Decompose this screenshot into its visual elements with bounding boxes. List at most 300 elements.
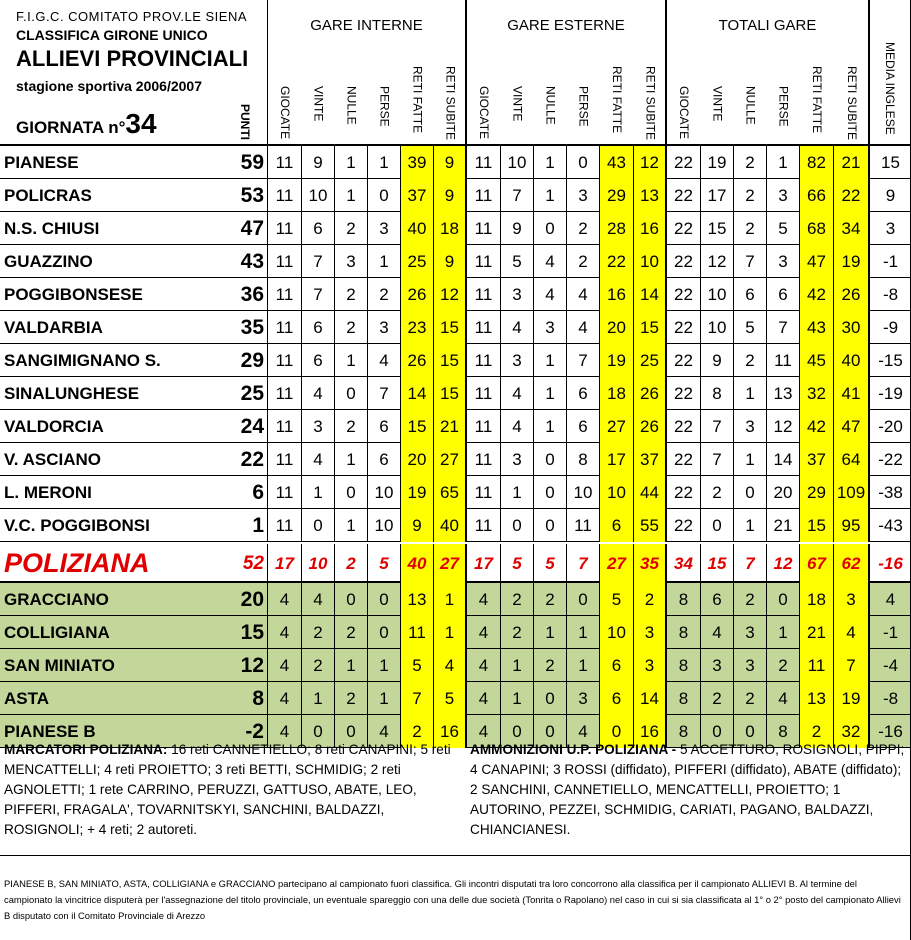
- team-name: POGGIBONSESE: [4, 285, 143, 304]
- stat-cell: 0: [567, 146, 600, 179]
- stat-cell: 2: [567, 212, 600, 245]
- stat-cell: 0: [501, 509, 534, 542]
- table-row: [0, 410, 911, 443]
- stat-cell: 22: [667, 278, 701, 311]
- stat-cell: 15: [434, 311, 467, 344]
- stat-cell: 3: [634, 649, 667, 682]
- stat-cell: 26: [634, 377, 667, 410]
- stat-cell: 7: [401, 682, 434, 715]
- stat-cell: 22: [667, 509, 701, 542]
- stat-cell: 37: [800, 443, 834, 476]
- stat-cell: 5: [434, 682, 467, 715]
- stat-cell: 0: [302, 509, 335, 542]
- stat-cell: 6: [302, 311, 335, 344]
- team-name: POLICRAS: [4, 186, 92, 205]
- stat-cell: 5: [734, 311, 767, 344]
- team-points: 12: [236, 649, 268, 682]
- stat-cell: 8: [667, 616, 701, 649]
- stat-cell: 0: [368, 583, 401, 616]
- media-inglese-value: -22: [878, 450, 903, 469]
- stat-cell: 41: [834, 377, 870, 410]
- stat-cell: 15: [701, 544, 734, 583]
- stat-cell: 1: [734, 377, 767, 410]
- stat-cell: 2: [335, 212, 368, 245]
- media-inglese-value: -20: [878, 417, 903, 436]
- stat-cell: 2: [534, 649, 567, 682]
- stat-cell: 2: [501, 616, 534, 649]
- stat-cell: 11: [467, 509, 501, 542]
- team-points: 8: [236, 682, 268, 715]
- stat-cell: 22: [600, 245, 634, 278]
- stat-cell: 0: [567, 583, 600, 616]
- subcolumn-header: GIOCATE: [278, 86, 292, 140]
- stat-cell: 65: [434, 476, 467, 509]
- stat-cell: 20: [600, 311, 634, 344]
- stat-cell: 4: [501, 410, 534, 443]
- stat-cell: 9: [434, 146, 467, 179]
- stat-cell: 1: [534, 146, 567, 179]
- group-title: GARE INTERNE: [310, 17, 423, 34]
- media-inglese-value: -43: [878, 516, 903, 535]
- stat-cell: 17: [600, 443, 634, 476]
- group-title: GARE ESTERNE: [507, 17, 625, 34]
- stat-cell: 1: [501, 649, 534, 682]
- stat-cell: 25: [634, 344, 667, 377]
- media-inglese-value: -16: [878, 554, 903, 573]
- stat-cell: 4: [534, 278, 567, 311]
- table-row: [0, 245, 911, 278]
- stat-cell: 14: [767, 443, 800, 476]
- stat-cell: 0: [335, 715, 368, 748]
- stat-cell: 10: [567, 476, 600, 509]
- ammonizioni-label: AMMONIZIONI U.P. POLIZIANA -: [470, 742, 677, 757]
- media-inglese-value: -19: [878, 384, 903, 403]
- stat-cell: 17: [268, 544, 302, 583]
- stat-cell: 15: [434, 377, 467, 410]
- stat-cell: 2: [701, 476, 734, 509]
- team-name: PIANESE B: [4, 722, 96, 741]
- stat-cell: 5: [600, 583, 634, 616]
- stat-cell: 2: [734, 179, 767, 212]
- stat-cell: 13: [634, 179, 667, 212]
- marcatori-section: [4, 740, 464, 840]
- stat-cell: 1: [567, 649, 600, 682]
- stat-cell: 0: [534, 715, 567, 748]
- team-name: VALDORCIA: [4, 417, 104, 436]
- stat-cell: 4: [302, 583, 335, 616]
- stat-cell: 11: [467, 410, 501, 443]
- stat-cell: 3: [767, 245, 800, 278]
- stat-cell: 3: [335, 245, 368, 278]
- stat-cell: 6: [701, 583, 734, 616]
- stat-cell: 2: [368, 278, 401, 311]
- stat-cell: 1: [335, 649, 368, 682]
- stat-cell: 22: [667, 212, 701, 245]
- stat-cell: 26: [401, 344, 434, 377]
- table-row: [0, 509, 911, 542]
- stat-cell: 0: [501, 715, 534, 748]
- team-name: PIANESE: [4, 153, 79, 172]
- stat-cell: 6: [567, 410, 600, 443]
- subcolumn-header: RETI SUBITE: [845, 66, 859, 141]
- stat-cell: 2: [734, 212, 767, 245]
- stat-cell: 8: [667, 682, 701, 715]
- stat-cell: 0: [534, 443, 567, 476]
- stat-cell: 19: [834, 682, 870, 715]
- media-inglese-value: -8: [882, 689, 899, 708]
- stat-cell: 11: [268, 443, 302, 476]
- stat-cell: 4: [467, 682, 501, 715]
- stat-cell: 0: [335, 583, 368, 616]
- media-inglese-value: -15: [878, 351, 903, 370]
- stat-cell: 15: [401, 410, 434, 443]
- subcolumn-header: RETI SUBITE: [643, 66, 658, 141]
- stat-cell: 44: [634, 476, 667, 509]
- classification-label: CLASSIFICA GIRONE UNICO: [16, 27, 208, 43]
- stat-cell: 29: [800, 476, 834, 509]
- stat-cell: 12: [434, 278, 467, 311]
- stat-cell: 11: [467, 245, 501, 278]
- ammonizioni-section: [470, 740, 906, 840]
- stat-cell: 7: [567, 544, 600, 583]
- stat-cell: 4: [567, 278, 600, 311]
- stat-cell: 2: [335, 616, 368, 649]
- stat-cell: 1: [501, 476, 534, 509]
- stat-cell: 14: [634, 278, 667, 311]
- stat-cell: 15: [800, 509, 834, 542]
- stat-cell: 9: [701, 344, 734, 377]
- table-row: [0, 377, 911, 410]
- stat-cell: 5: [368, 544, 401, 583]
- team-points: 22: [236, 443, 268, 476]
- stat-cell: 2: [501, 583, 534, 616]
- subcolumn-header: VINTE: [510, 86, 525, 122]
- team-name: SINALUNGHESE: [4, 384, 140, 403]
- stat-cell: 43: [600, 146, 634, 179]
- stat-cell: 1: [335, 344, 368, 377]
- team-name: GUAZZINO: [4, 252, 93, 271]
- stat-cell: 8: [701, 377, 734, 410]
- stat-cell: 7: [834, 649, 870, 682]
- media-inglese-value: 9: [885, 186, 896, 205]
- team-points: 43: [236, 245, 268, 278]
- stat-cell: 1: [335, 509, 368, 542]
- stat-cell: 4: [567, 311, 600, 344]
- stat-cell: 42: [800, 410, 834, 443]
- stat-cell: 2: [767, 649, 800, 682]
- group-title: TOTALI GARE: [718, 17, 817, 34]
- stat-cell: 9: [302, 146, 335, 179]
- stat-cell: 16: [600, 278, 634, 311]
- stat-cell: 4: [701, 616, 734, 649]
- stat-cell: 22: [667, 311, 701, 344]
- stat-cell: 2: [734, 146, 767, 179]
- stat-cell: 7: [302, 278, 335, 311]
- stat-cell: 4: [467, 715, 501, 748]
- stat-cell: 0: [302, 715, 335, 748]
- stat-cell: 2: [734, 682, 767, 715]
- stat-cell: 12: [701, 245, 734, 278]
- stat-cell: 9: [434, 179, 467, 212]
- stat-cell: 35: [634, 544, 667, 583]
- stat-cell: 14: [401, 377, 434, 410]
- stat-cell: 11: [800, 649, 834, 682]
- stat-cell: 32: [834, 715, 870, 748]
- team-name: POLIZIANA: [4, 548, 150, 578]
- team-name: VALDARBIA: [4, 318, 103, 337]
- subcolumn-header: PERSE: [776, 86, 791, 127]
- stat-cell: 10: [701, 278, 734, 311]
- stat-cell: 42: [800, 278, 834, 311]
- stat-cell: 4: [368, 715, 401, 748]
- stat-cell: 4: [268, 682, 302, 715]
- stat-cell: 40: [434, 509, 467, 542]
- stat-cell: 39: [401, 146, 434, 179]
- stat-cell: 11: [467, 311, 501, 344]
- stat-cell: 1: [734, 509, 767, 542]
- footnote: PIANESE B, SAN MINIATO, ASTA, COLLIGIANA e GRACCIANO partecipano al campionato fuori classifica. Gli incontri disputati tra loro concorrono alla classifica per il campionato ALLIEVI B. Al termine del campionato la vincitrice disputerà per l'assegnazione del titolo provinciale, un eventuale spareggio con una delle due società (Tonrita o Rapolano) nel caso in cui si sia classificata al 1° o 2° posto del campionato Allievi B disputato con il Comitato Provinciale di Arezzo: [4, 878, 901, 921]
- stat-cell: 3: [767, 179, 800, 212]
- stat-cell: 1: [368, 649, 401, 682]
- stat-cell: 7: [734, 245, 767, 278]
- stat-cell: 4: [534, 245, 567, 278]
- media-inglese-value: -9: [882, 318, 899, 337]
- stat-cell: 2: [567, 245, 600, 278]
- team-points: 35: [236, 311, 268, 344]
- stat-cell: 37: [634, 443, 667, 476]
- stat-cell: 1: [368, 245, 401, 278]
- stat-cell: 1: [434, 583, 467, 616]
- stat-cell: 3: [734, 649, 767, 682]
- stat-cell: 11: [467, 377, 501, 410]
- team-points: -2: [236, 715, 268, 748]
- subcolumn-header: PERSE: [576, 86, 591, 127]
- stat-cell: 27: [600, 410, 634, 443]
- stat-cell: 4: [302, 377, 335, 410]
- stat-cell: 1: [567, 616, 600, 649]
- stat-cell: 0: [767, 583, 800, 616]
- stat-cell: 3: [734, 410, 767, 443]
- stat-cell: 21: [800, 616, 834, 649]
- stat-cell: 34: [834, 212, 870, 245]
- stat-cell: 7: [701, 410, 734, 443]
- stat-cell: 22: [667, 179, 701, 212]
- season-label: stagione sportiva 2006/2007: [16, 78, 202, 94]
- stat-cell: 2: [335, 682, 368, 715]
- stat-cell: 10: [368, 509, 401, 542]
- stat-cell: 26: [634, 410, 667, 443]
- stat-cell: 10: [701, 311, 734, 344]
- stat-cell: 1: [335, 146, 368, 179]
- stat-cell: 5: [501, 544, 534, 583]
- stat-cell: 45: [800, 344, 834, 377]
- subcolumn-header: NULLE: [543, 86, 558, 125]
- stat-cell: 34: [667, 544, 701, 583]
- stat-cell: 6: [567, 377, 600, 410]
- stat-cell: 7: [767, 311, 800, 344]
- stat-cell: 4: [767, 682, 800, 715]
- stat-cell: 4: [467, 616, 501, 649]
- table-row: [0, 443, 911, 476]
- stat-cell: 5: [534, 544, 567, 583]
- stat-cell: 11: [268, 146, 302, 179]
- stat-cell: 6: [600, 509, 634, 542]
- stat-cell: 11: [268, 179, 302, 212]
- stat-cell: 22: [667, 146, 701, 179]
- media-inglese-value: -8: [882, 285, 899, 304]
- footer-divider: [0, 855, 911, 856]
- subcolumn-header: GIOCATE: [677, 86, 691, 140]
- stat-cell: 6: [368, 443, 401, 476]
- stat-cell: 1: [368, 682, 401, 715]
- stat-cell: 25: [401, 245, 434, 278]
- stat-cell: 67: [800, 544, 834, 583]
- stat-cell: 0: [534, 682, 567, 715]
- stat-cell: 29: [600, 179, 634, 212]
- media-inglese-value: -1: [882, 252, 899, 271]
- header-block: [0, 0, 268, 146]
- stat-cell: 0: [701, 715, 734, 748]
- stat-cell: 2: [335, 311, 368, 344]
- stat-cell: 2: [734, 583, 767, 616]
- media-inglese-value: 15: [881, 153, 900, 172]
- stat-cell: 0: [335, 476, 368, 509]
- stat-cell: 0: [701, 509, 734, 542]
- stat-cell: 8: [667, 583, 701, 616]
- stat-cell: 6: [368, 410, 401, 443]
- table-row: [0, 544, 911, 583]
- stat-cell: 4: [501, 377, 534, 410]
- stat-cell: 55: [634, 509, 667, 542]
- stat-cell: 1: [767, 146, 800, 179]
- stat-cell: 43: [800, 311, 834, 344]
- stat-cell: 7: [701, 443, 734, 476]
- stat-cell: 1: [302, 682, 335, 715]
- stat-cell: 12: [767, 544, 800, 583]
- stat-cell: 3: [701, 649, 734, 682]
- stat-cell: 2: [302, 616, 335, 649]
- team-points: 53: [236, 179, 268, 212]
- giornata-label: [16, 108, 157, 140]
- table-row: [0, 616, 911, 649]
- team-name: N.S. CHIUSI: [4, 219, 100, 238]
- subcolumn-header: NULLE: [344, 86, 359, 125]
- team-name: L. MERONI: [4, 483, 92, 502]
- media-inglese-value: -1: [882, 623, 899, 642]
- subcolumn-header: RETI FATTE: [410, 66, 425, 134]
- stat-cell: 11: [467, 179, 501, 212]
- stat-cell: 2: [335, 410, 368, 443]
- stat-cell: 3: [534, 311, 567, 344]
- stat-cell: 11: [268, 278, 302, 311]
- table-row: [0, 212, 911, 245]
- subcolumn-header: VINTE: [311, 86, 326, 122]
- stat-cell: 16: [634, 212, 667, 245]
- media-inglese-value: 4: [885, 590, 896, 609]
- stat-cell: 4: [467, 583, 501, 616]
- stat-cell: 4: [368, 344, 401, 377]
- stat-cell: 1: [534, 616, 567, 649]
- stat-cell: 22: [667, 443, 701, 476]
- group-header-esterne: [467, 0, 667, 146]
- stat-cell: 2: [335, 278, 368, 311]
- stat-cell: 1: [335, 443, 368, 476]
- stat-cell: 16: [434, 715, 467, 748]
- stat-cell: 7: [567, 344, 600, 377]
- stat-cell: 22: [834, 179, 870, 212]
- stat-cell: 0: [600, 715, 634, 748]
- stat-cell: 11: [467, 146, 501, 179]
- stat-cell: 2: [701, 682, 734, 715]
- team-points: 20: [236, 583, 268, 616]
- stat-cell: 1: [302, 476, 335, 509]
- subcolumn-header: RETI FATTE: [810, 66, 824, 134]
- stat-cell: 3: [567, 179, 600, 212]
- team-name: GRACCIANO: [4, 590, 109, 609]
- stat-cell: 19: [401, 476, 434, 509]
- stat-cell: 15: [634, 311, 667, 344]
- stat-cell: 4: [567, 715, 600, 748]
- stat-cell: 40: [401, 544, 434, 583]
- team-points: 25: [236, 377, 268, 410]
- stat-cell: 22: [667, 245, 701, 278]
- stat-cell: 26: [834, 278, 870, 311]
- stat-cell: 20: [401, 443, 434, 476]
- stat-cell: 47: [834, 410, 870, 443]
- stat-cell: 11: [268, 344, 302, 377]
- stat-cell: 3: [302, 410, 335, 443]
- punti-header: PUNTI: [238, 104, 252, 140]
- table-row: [0, 344, 911, 377]
- stat-cell: 4: [834, 616, 870, 649]
- giornata-number: 34: [125, 108, 157, 139]
- stat-cell: 3: [734, 616, 767, 649]
- stat-cell: 11: [467, 278, 501, 311]
- stat-cell: 6: [767, 278, 800, 311]
- stat-cell: 17: [467, 544, 501, 583]
- giornata-text: GIORNATA n°: [16, 118, 126, 137]
- stat-cell: 1: [534, 377, 567, 410]
- stat-cell: 6: [302, 212, 335, 245]
- stat-cell: 11: [268, 410, 302, 443]
- stat-cell: 11: [268, 476, 302, 509]
- stat-cell: 20: [767, 476, 800, 509]
- stat-cell: 11: [767, 344, 800, 377]
- subcolumn-header: RETI SUBITE: [443, 66, 458, 141]
- stat-cell: 82: [800, 146, 834, 179]
- stat-cell: 3: [501, 278, 534, 311]
- stat-cell: 0: [734, 476, 767, 509]
- stat-cell: 27: [434, 544, 467, 583]
- stat-cell: 3: [567, 682, 600, 715]
- stat-cell: 21: [834, 146, 870, 179]
- stat-cell: 16: [634, 715, 667, 748]
- marcatori-label: MARCATORI POLIZIANA:: [4, 742, 168, 757]
- team-points: 52: [236, 544, 268, 583]
- stat-cell: 7: [368, 377, 401, 410]
- stat-cell: 4: [434, 649, 467, 682]
- media-inglese-header: [870, 0, 911, 146]
- stat-cell: 66: [800, 179, 834, 212]
- media-inglese-value: -38: [878, 483, 903, 502]
- stat-cell: 64: [834, 443, 870, 476]
- stat-cell: 0: [734, 715, 767, 748]
- stat-cell: 10: [501, 146, 534, 179]
- stat-cell: 10: [600, 616, 634, 649]
- stat-cell: 18: [434, 212, 467, 245]
- team-points: 36: [236, 278, 268, 311]
- stat-cell: 11: [467, 476, 501, 509]
